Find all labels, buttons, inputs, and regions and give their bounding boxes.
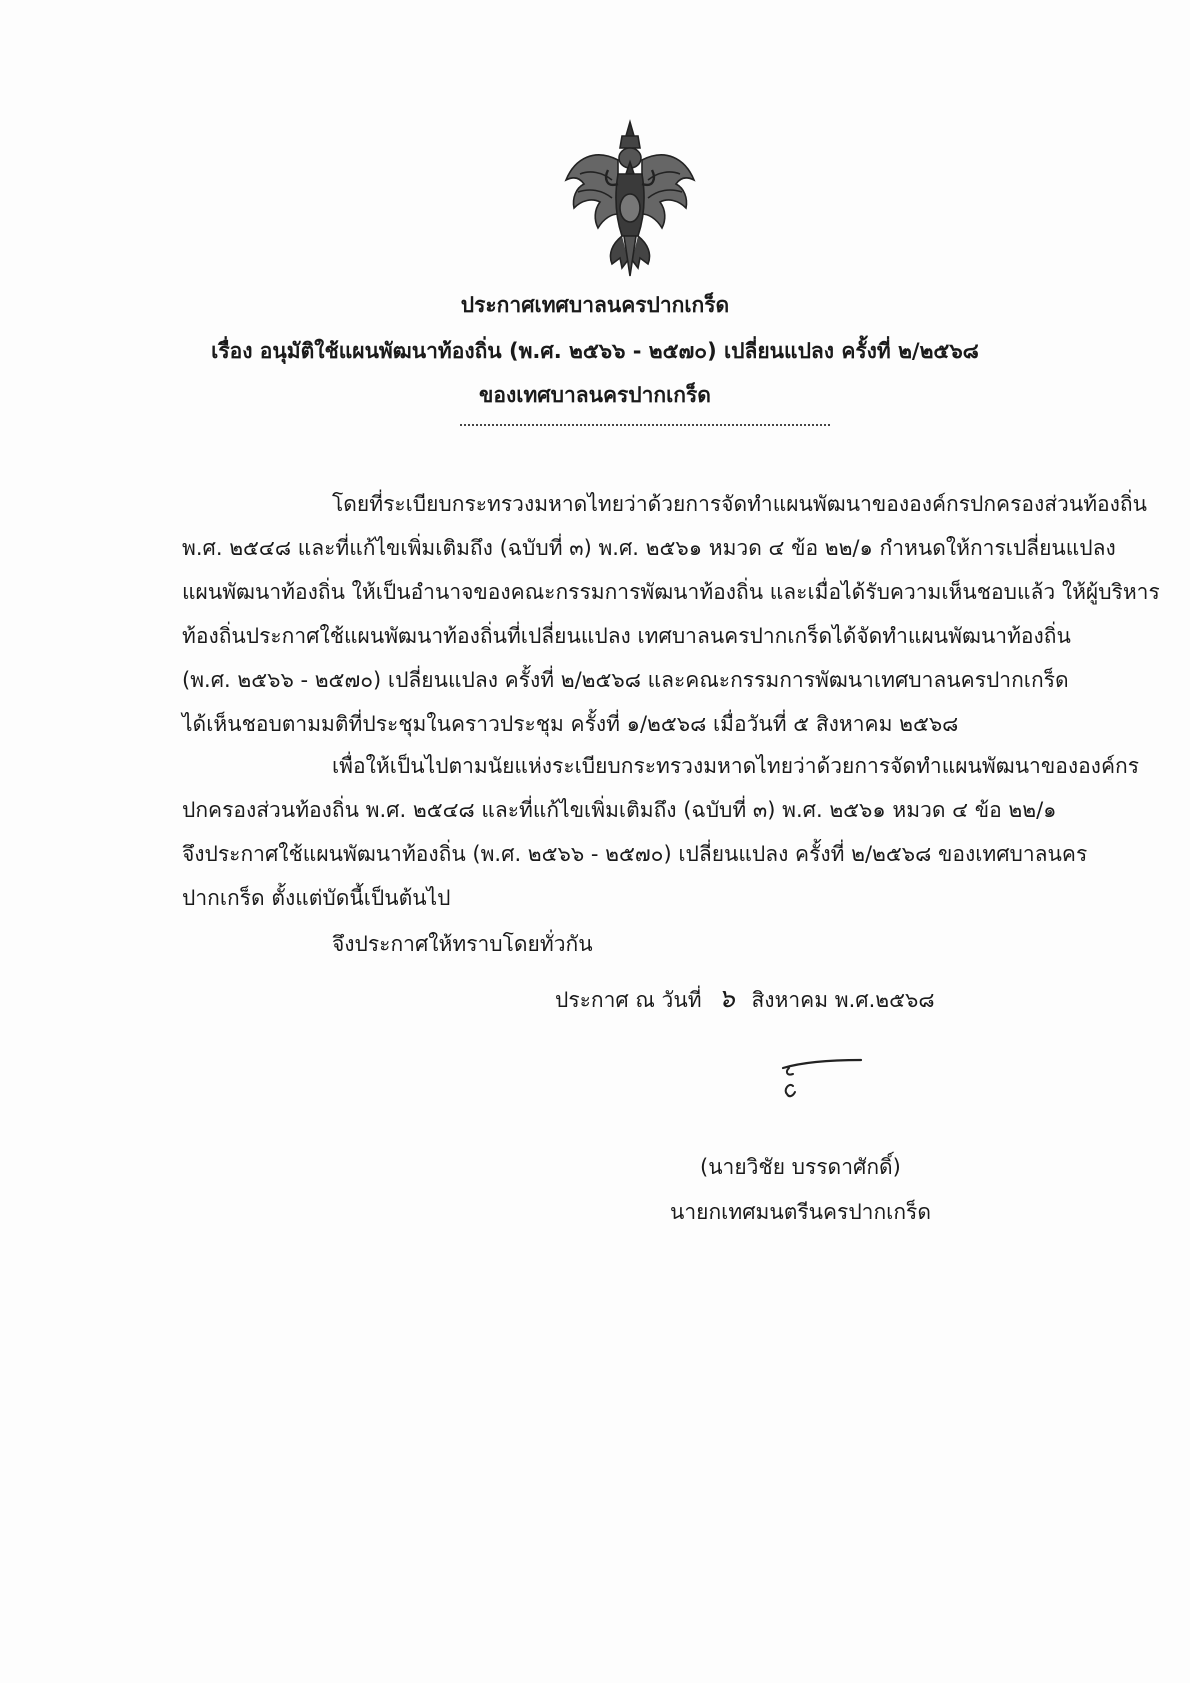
garuda-emblem-icon	[560, 118, 700, 278]
public-notice-line: จึงประกาศให้ทราบโดยทั่วกัน	[332, 932, 593, 956]
date-suffix: สิงหาคม พ.ศ.๒๕๖๘	[751, 988, 935, 1012]
paragraph-1-line: (พ.ศ. ๒๕๖๖ - ๒๕๗๐) เปลี่ยนแปลง ครั้งที่ ๒/๒๕๖๘ และคณะกรรมการพัฒนาเทศบาลนครปากเกร็ด	[182, 668, 1069, 692]
paragraph-1-line: พ.ศ. ๒๕๔๘ และที่แก้ไขเพิ่มเติมถึง (ฉบับที่ ๓) พ.ศ. ๒๕๖๑ หมวด ๔ ข้อ ๒๒/๑ กำหนดให้การเปลี่ยนแปลง	[182, 536, 1116, 560]
signer-name: (นายวิชัย บรรดาศักดิ์)	[700, 1155, 901, 1179]
paragraph-2-line: ปกครองส่วนท้องถิ่น พ.ศ. ๒๕๔๘ และที่แก้ไขเพิ่มเติมถึง (ฉบับที่ ๓) พ.ศ. ๒๕๖๑ หมวด ๔ ข้อ ๒๒/๑	[182, 798, 1057, 822]
paragraph-2-line: เพื่อให้เป็นไปตามนัยแห่งระเบียบกระทรวงมหาดไทยว่าด้วยการจัดทำแผนพัฒนาขององค์กร	[332, 754, 1139, 778]
dotted-divider	[460, 424, 830, 426]
date-prefix: ประกาศ ณ วันที่	[555, 988, 702, 1012]
announcement-date	[555, 984, 935, 1015]
paragraph-1	[182, 482, 1160, 746]
paragraph-1-line: แผนพัฒนาท้องถิ่น ให้เป็นอำนาจของคณะกรรมการพัฒนาท้องถิ่น และเมื่อได้รับความเห็นชอบแล้ว ให้ผู้บริหาร	[182, 580, 1160, 604]
signer-title: นายกเทศมนตรีนครปากเกร็ด	[670, 1200, 931, 1224]
paragraph-2-line: ปากเกร็ด ตั้งแต่บัดนี้เป็นต้นไป	[182, 886, 451, 910]
paragraph-1-line: ท้องถิ่นประกาศใช้แผนพัฒนาท้องถิ่นที่เปลี่ยนแปลง เทศบาลนครปากเกร็ดได้จัดทำแผนพัฒนาท้องถิ่น	[182, 624, 1071, 648]
paragraph-1-line: โดยที่ระเบียบกระทรวงมหาดไทยว่าด้วยการจัดทำแผนพัฒนาขององค์กรปกครองส่วนท้องถิ่น	[332, 492, 1147, 516]
handwritten-day: ๖	[718, 984, 735, 1014]
paragraph-1-line: ได้เห็นชอบตามมติที่ประชุมในคราวประชุม ครั้งที่ ๑/๒๕๖๘ เมื่อวันที่ ๕ สิงหาคม ๒๕๖๘	[182, 712, 959, 736]
paragraph-2-line: จึงประกาศใช้แผนพัฒนาท้องถิ่น (พ.ศ. ๒๕๖๖ - ๒๕๗๐) เปลี่ยนแปลง ครั้งที่ ๒/๒๕๖๘ ของเทศบาลนคร	[182, 842, 1088, 866]
handwritten-signature	[775, 1052, 865, 1107]
paragraph-2	[182, 744, 1139, 920]
announcement-subject: เรื่อง อนุมัติใช้แผนพัฒนาท้องถิ่น (พ.ศ. ๒๕๖๖ - ๒๕๗๐) เปลี่ยนแปลง ครั้งที่ ๒/๒๕๖๘	[211, 339, 979, 363]
announcement-title: ประกาศเทศบาลนครปากเกร็ด	[460, 293, 730, 317]
announcement-issuer: ของเทศบาลนครปากเกร็ด	[479, 383, 711, 407]
